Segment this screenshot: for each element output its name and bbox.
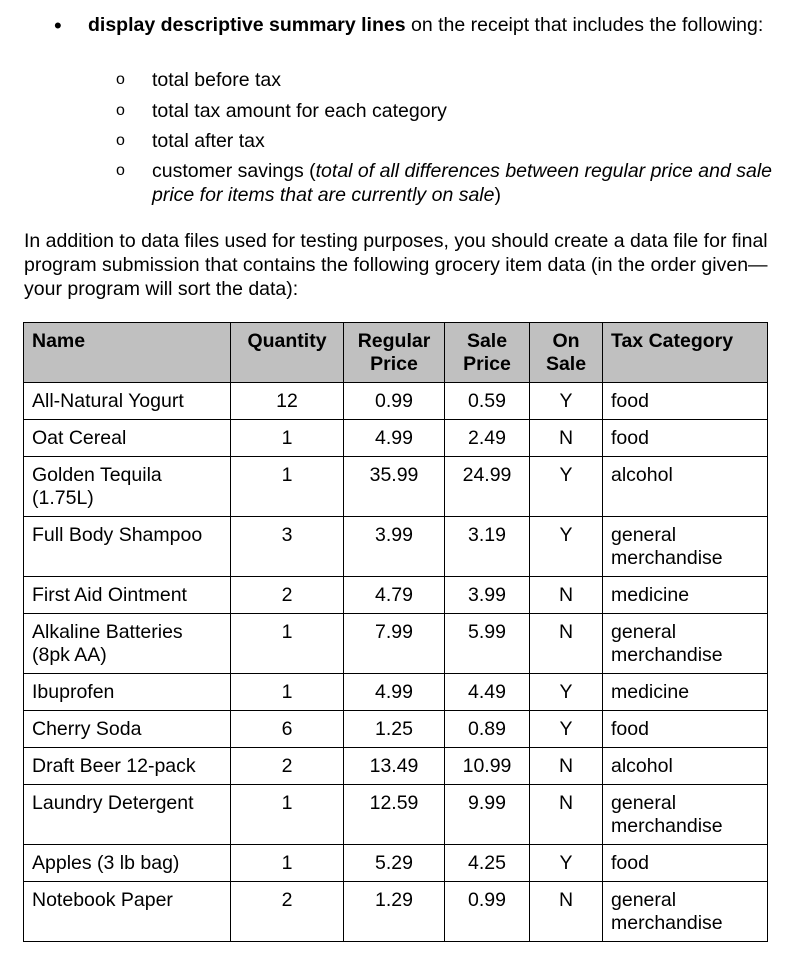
- grocery-table: [23, 322, 768, 942]
- cell-tax-category: general merchandise: [603, 882, 768, 942]
- table-row: [24, 845, 768, 882]
- sub-bullet-text: [152, 159, 788, 207]
- bold-lead: display descriptive summary lines: [88, 14, 406, 36]
- table-row: [24, 420, 768, 457]
- cell-quantity: 3: [231, 517, 344, 577]
- table-header-row: [24, 323, 768, 383]
- cell-sale-price: 0.59: [445, 383, 530, 420]
- table-row: [24, 614, 768, 674]
- cell-regular-price: 5.29: [344, 845, 445, 882]
- cell-sale-price: 0.99: [445, 882, 530, 942]
- cell-tax-category: medicine: [603, 577, 768, 614]
- header-name: Name: [24, 323, 231, 383]
- cell-on-sale: Y: [530, 383, 603, 420]
- cell-tax-category: general merchandise: [603, 785, 768, 845]
- cell-quantity: 1: [231, 785, 344, 845]
- cell-regular-price: 1.25: [344, 711, 445, 748]
- cell-sale-price: 4.25: [445, 845, 530, 882]
- circle-bullet-icon: o: [116, 71, 125, 88]
- cell-on-sale: Y: [530, 674, 603, 711]
- circle-bullet-icon: o: [116, 162, 125, 179]
- table-row: [24, 457, 768, 517]
- sub-bullet-item: [116, 159, 788, 207]
- table-row: [24, 383, 768, 420]
- cell-tax-category: food: [603, 383, 768, 420]
- header-on-sale: On Sale: [530, 323, 603, 383]
- cell-regular-price: 7.99: [344, 614, 445, 674]
- cell-quantity: 2: [231, 577, 344, 614]
- cell-name: Alkaline Batteries (8pk AA): [24, 614, 231, 674]
- cell-name: Draft Beer 12-pack: [24, 748, 231, 785]
- cell-tax-category: general merchandise: [603, 517, 768, 577]
- sub-bullet-text: total before tax: [152, 69, 281, 91]
- cell-sale-price: 24.99: [445, 457, 530, 517]
- cell-quantity: 2: [231, 748, 344, 785]
- sub-bullet-item: [116, 129, 788, 153]
- cell-tax-category: food: [603, 711, 768, 748]
- table-row: [24, 748, 768, 785]
- cell-sale-price: 5.99: [445, 614, 530, 674]
- cell-sale-price: 0.89: [445, 711, 530, 748]
- cell-tax-category: alcohol: [603, 457, 768, 517]
- cell-sale-price: 2.49: [445, 420, 530, 457]
- cell-regular-price: 13.49: [344, 748, 445, 785]
- cell-on-sale: N: [530, 748, 603, 785]
- cell-on-sale: Y: [530, 711, 603, 748]
- cell-sale-price: 3.99: [445, 577, 530, 614]
- intro-paragraph: In addition to data files used for testing purposes, you should create a data file for final program submission that contains the following grocery item data (in the order given—your program will sort the data):: [24, 230, 768, 300]
- cell-name: First Aid Ointment: [24, 577, 231, 614]
- cell-regular-price: 12.59: [344, 785, 445, 845]
- cell-tax-category: alcohol: [603, 748, 768, 785]
- table-row: [24, 577, 768, 614]
- circle-bullet-icon: o: [116, 132, 125, 149]
- cell-tax-category: food: [603, 420, 768, 457]
- cell-on-sale: N: [530, 882, 603, 942]
- bullet-dot-icon: •: [54, 13, 62, 38]
- cell-tax-category: general merchandise: [603, 614, 768, 674]
- cell-name: Apples (3 lb bag): [24, 845, 231, 882]
- cell-tax-category: medicine: [603, 674, 768, 711]
- savings-text: customer savings (: [152, 160, 316, 182]
- cell-name: Oat Cereal: [24, 420, 231, 457]
- header-quantity: Quantity: [231, 323, 344, 383]
- savings-italic-text: total of all differences between regular price and sale price for items that are currently on sale: [152, 160, 772, 206]
- cell-regular-price: 4.99: [344, 674, 445, 711]
- cell-tax-category: food: [603, 845, 768, 882]
- table-row: [24, 674, 768, 711]
- cell-regular-price: 1.29: [344, 882, 445, 942]
- cell-sale-price: 9.99: [445, 785, 530, 845]
- cell-regular-price: 35.99: [344, 457, 445, 517]
- cell-on-sale: Y: [530, 845, 603, 882]
- table-row: [24, 711, 768, 748]
- cell-name: Notebook Paper: [24, 882, 231, 942]
- cell-quantity: 12: [231, 383, 344, 420]
- cell-on-sale: Y: [530, 457, 603, 517]
- header-tax-category: Tax Category: [603, 323, 768, 383]
- cell-on-sale: Y: [530, 517, 603, 577]
- cell-quantity: 2: [231, 882, 344, 942]
- cell-quantity: 1: [231, 457, 344, 517]
- cell-on-sale: N: [530, 577, 603, 614]
- cell-sale-price: 4.49: [445, 674, 530, 711]
- circle-bullet-icon: o: [116, 102, 125, 119]
- cell-on-sale: N: [530, 614, 603, 674]
- cell-on-sale: N: [530, 785, 603, 845]
- cell-name: Full Body Shampoo: [24, 517, 231, 577]
- sub-bullet-item: [116, 68, 788, 92]
- header-sale-price: Sale Price: [445, 323, 530, 383]
- table-row: [24, 785, 768, 845]
- sub-bullet-text: total after tax: [152, 130, 265, 152]
- table-row: [24, 882, 768, 942]
- sub-bullet-text: total tax amount for each category: [152, 100, 447, 122]
- cell-name: Laundry Detergent: [24, 785, 231, 845]
- bullet-text: on the receipt that includes the following:: [405, 14, 764, 36]
- cell-name: Cherry Soda: [24, 711, 231, 748]
- cell-name: Golden Tequila (1.75L): [24, 457, 231, 517]
- cell-quantity: 1: [231, 674, 344, 711]
- cell-sale-price: 3.19: [445, 517, 530, 577]
- cell-regular-price: 0.99: [344, 383, 445, 420]
- cell-regular-price: 4.79: [344, 577, 445, 614]
- table-row: [24, 517, 768, 577]
- cell-quantity: 1: [231, 845, 344, 882]
- cell-name: All-Natural Yogurt: [24, 383, 231, 420]
- cell-regular-price: 3.99: [344, 517, 445, 577]
- cell-on-sale: N: [530, 420, 603, 457]
- main-bullet-item: [54, 14, 774, 37]
- cell-quantity: 1: [231, 614, 344, 674]
- cell-quantity: 1: [231, 420, 344, 457]
- main-bullet-text: [88, 14, 774, 37]
- header-regular-price: Regular Price: [344, 323, 445, 383]
- cell-name: Ibuprofen: [24, 674, 231, 711]
- savings-close-paren: ): [494, 184, 501, 206]
- cell-sale-price: 10.99: [445, 748, 530, 785]
- cell-regular-price: 4.99: [344, 420, 445, 457]
- cell-quantity: 6: [231, 711, 344, 748]
- sub-bullet-item: [116, 99, 788, 123]
